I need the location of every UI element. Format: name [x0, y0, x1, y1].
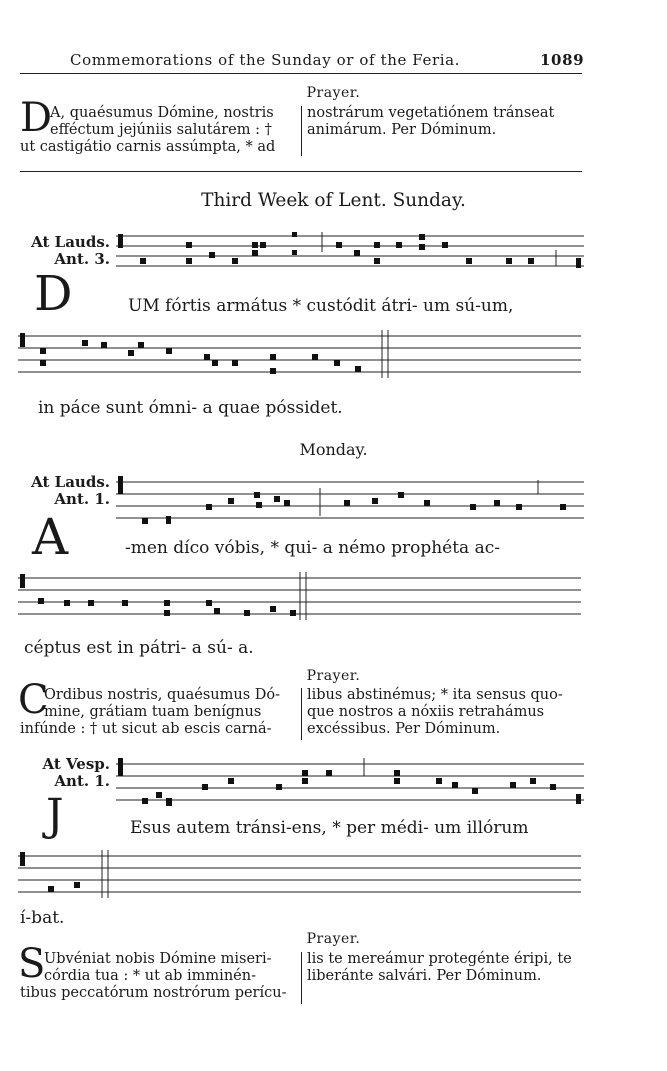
chant-staff	[116, 230, 586, 270]
prayer-line: Ubvéniat nobis Dómine miseri-	[44, 951, 272, 967]
page-number: 1089	[540, 51, 585, 69]
chant-staff	[116, 758, 586, 802]
prayer-heading: Prayer.	[306, 931, 361, 947]
prayer-line: libus abstinémus; * ita sensus quo-	[307, 687, 563, 703]
prayer-left-column	[20, 951, 296, 1002]
section-title: Third Week of Lent. Sunday.	[201, 190, 466, 211]
prayer-line: córdia tua : * ut ab imminén-	[44, 968, 256, 984]
label-line: Ant. 1.	[54, 772, 110, 790]
chant-lyrics: céptus est in pátri- a sú- a.	[24, 638, 254, 658]
drop-cap-d: D	[20, 95, 53, 141]
column-divider	[301, 688, 302, 740]
chant-lyrics: Esus autem tránsi-ens, * per médi- um illórum	[130, 818, 529, 838]
drop-cap-d: D	[34, 266, 73, 322]
column-divider	[301, 106, 302, 156]
prayer-line: que nostros a nóxiis retrahámus	[307, 704, 545, 720]
prayer-line: nostrárum vegetatiónem tránseat	[307, 105, 555, 121]
prayer-line: ut castigátio carnis assúmpta, * ad	[20, 139, 276, 155]
chant-lyrics: in páce sunt ómni- a quae póssidet.	[38, 398, 343, 418]
prayer-line: excéssibus. Per Dóminum.	[307, 721, 501, 737]
label-line: At Lauds.	[31, 233, 110, 251]
running-title: Commemorations of the Sunday or of the Feria.	[70, 51, 461, 69]
label-line: At Vesp.	[42, 755, 110, 773]
prayer-right-column	[307, 687, 582, 738]
prayer-line: liberánte salvári. Per Dóminum.	[307, 968, 542, 984]
prayer-line: infúnde : † ut sicut ab escis carná-	[20, 721, 272, 737]
prayer-line: A, quaésumus Dómine, nostris	[50, 105, 274, 121]
column-divider	[301, 952, 302, 1004]
header-rule	[20, 73, 582, 74]
chant-lyrics: -men díco vóbis, * qui- a némo prophéta ac-	[125, 538, 500, 558]
prayer-left-column	[20, 105, 296, 156]
label-line: Ant. 1.	[54, 490, 110, 508]
chant-staff	[18, 328, 583, 378]
prayer-heading: Prayer.	[306, 668, 361, 684]
section-title: Monday.	[299, 440, 368, 459]
chant-staff	[116, 476, 586, 520]
prayer-right-column	[307, 105, 582, 139]
prayer-right-column	[307, 951, 582, 985]
drop-cap-c: C	[18, 677, 49, 723]
office-label	[20, 756, 110, 790]
drop-cap-s: S	[18, 941, 46, 987]
prayer-line: Ordibus nostris, quaésumus Dó-	[44, 687, 280, 703]
label-line: At Lauds.	[31, 473, 110, 491]
prayer-line: lis te mereámur protegénte éripi, te	[307, 951, 572, 967]
chant-lyrics: UM fórtis armátus * custódit átri- um sú-um,	[128, 296, 514, 316]
label-line: Ant. 3.	[54, 250, 110, 268]
office-label	[20, 234, 110, 268]
section-rule	[20, 171, 582, 172]
office-label	[20, 474, 110, 508]
prayer-left-column	[20, 687, 296, 738]
prayer-line: efféctum jejúniis salutárem : †	[50, 122, 272, 138]
prayer-line: animárum. Per Dóminum.	[307, 122, 497, 138]
drop-cap-j: J	[46, 790, 64, 841]
drop-cap-a: A	[32, 508, 69, 566]
chant-lyrics: í-bat.	[20, 908, 65, 928]
prayer-line: tibus peccatórum nostrórum perícu-	[20, 985, 287, 1001]
chant-staff	[18, 570, 583, 620]
prayer-line: mine, grátiam tuam benígnus	[44, 704, 262, 720]
prayer-heading: Prayer.	[306, 85, 361, 101]
chant-staff	[18, 848, 583, 898]
